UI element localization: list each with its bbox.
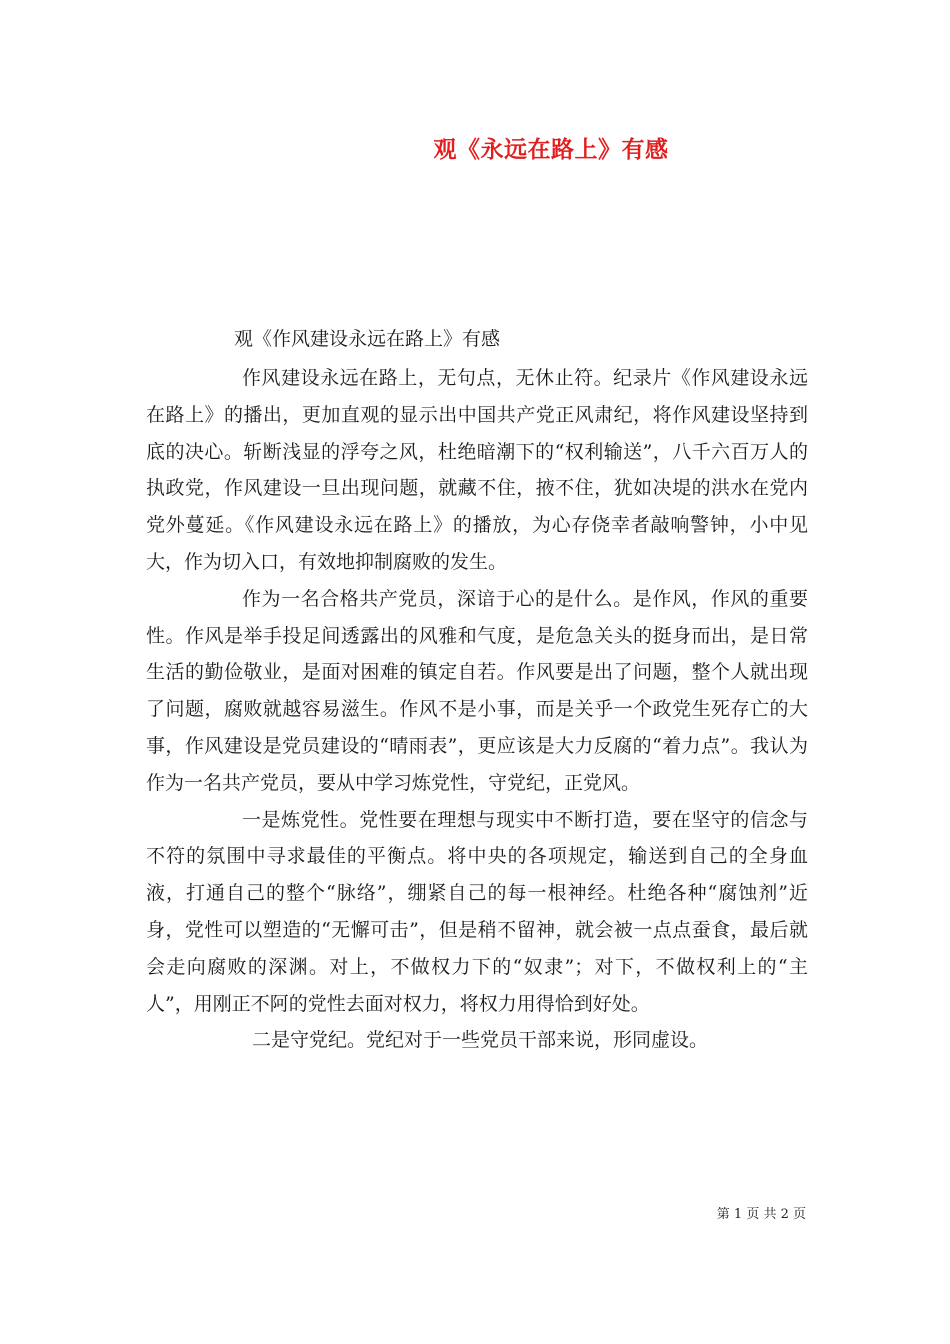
paragraph: 二是守党纪。党纪对于一些党员干部来说，形同虚设。 xyxy=(252,1029,709,1052)
document-body xyxy=(146,360,808,1059)
document-subtitle: 观《作风建设永远在路上》有感 xyxy=(234,328,501,350)
paragraph: 作为一名合格共产党员，深谙于心的是什么。是作风，作风的重要性。作风是举手投足间透露出的风雅和气度，是危急关头的挺身而出，是日常生活的勤俭敬业，是面对困难的镇定自若。作风要是出了问题，整个人就出现了问题，腐败就越容易滋生。作风不是小事，而是关乎一个政党生死存亡的大事，作风建设是党员建设的“晴雨表”，更应该是大力反腐的“着力点”。我认为作为一名共产党员，要从中学习炼党性，守党纪，正党风。 xyxy=(146,587,808,794)
document-title: 观《永远在路上》有感 xyxy=(433,136,669,163)
paragraph: 一是炼党性。党性要在理想与现实中不断打造，要在坚守的信念与不符的氛围中寻求最佳的平衡点。将中央的各项规定，输送到自己的全身血液，打通自己的整个“脉络”，绷紧自己的每一根神经。杜绝各种“腐蚀剂”近身，党性可以塑造的“无懈可击”，但是稍不留神，就会被一点点蚕食，最后就会走向腐败的深渊。对上，不做权力下的“奴隶”；对下，不做权利上的“主人”，用刚正不阿的党性去面对权力，将权力用得恰到好处。 xyxy=(146,808,808,1015)
page-number-footer: 第 1 页 共 2 页 xyxy=(716,1207,806,1222)
paragraph: 作风建设永远在路上，无句点，无休止符。纪录片《作风建设永远在路上》的播出，更加直观的显示出中国共产党正风肃纪，将作风建设坚持到底的决心。斩断浅显的浮夸之风，杜绝暗潮下的“权利输送”，八千六百万人的执政党，作风建设一旦出现问题，就藏不住，掖不住，犹如决堤的洪水在党内党外蔓延。《作风建设永远在路上》的播放，为心存侥幸者敲响警钟，小中见大，作为切入口，有效地抑制腐败的发生。 xyxy=(146,367,808,573)
